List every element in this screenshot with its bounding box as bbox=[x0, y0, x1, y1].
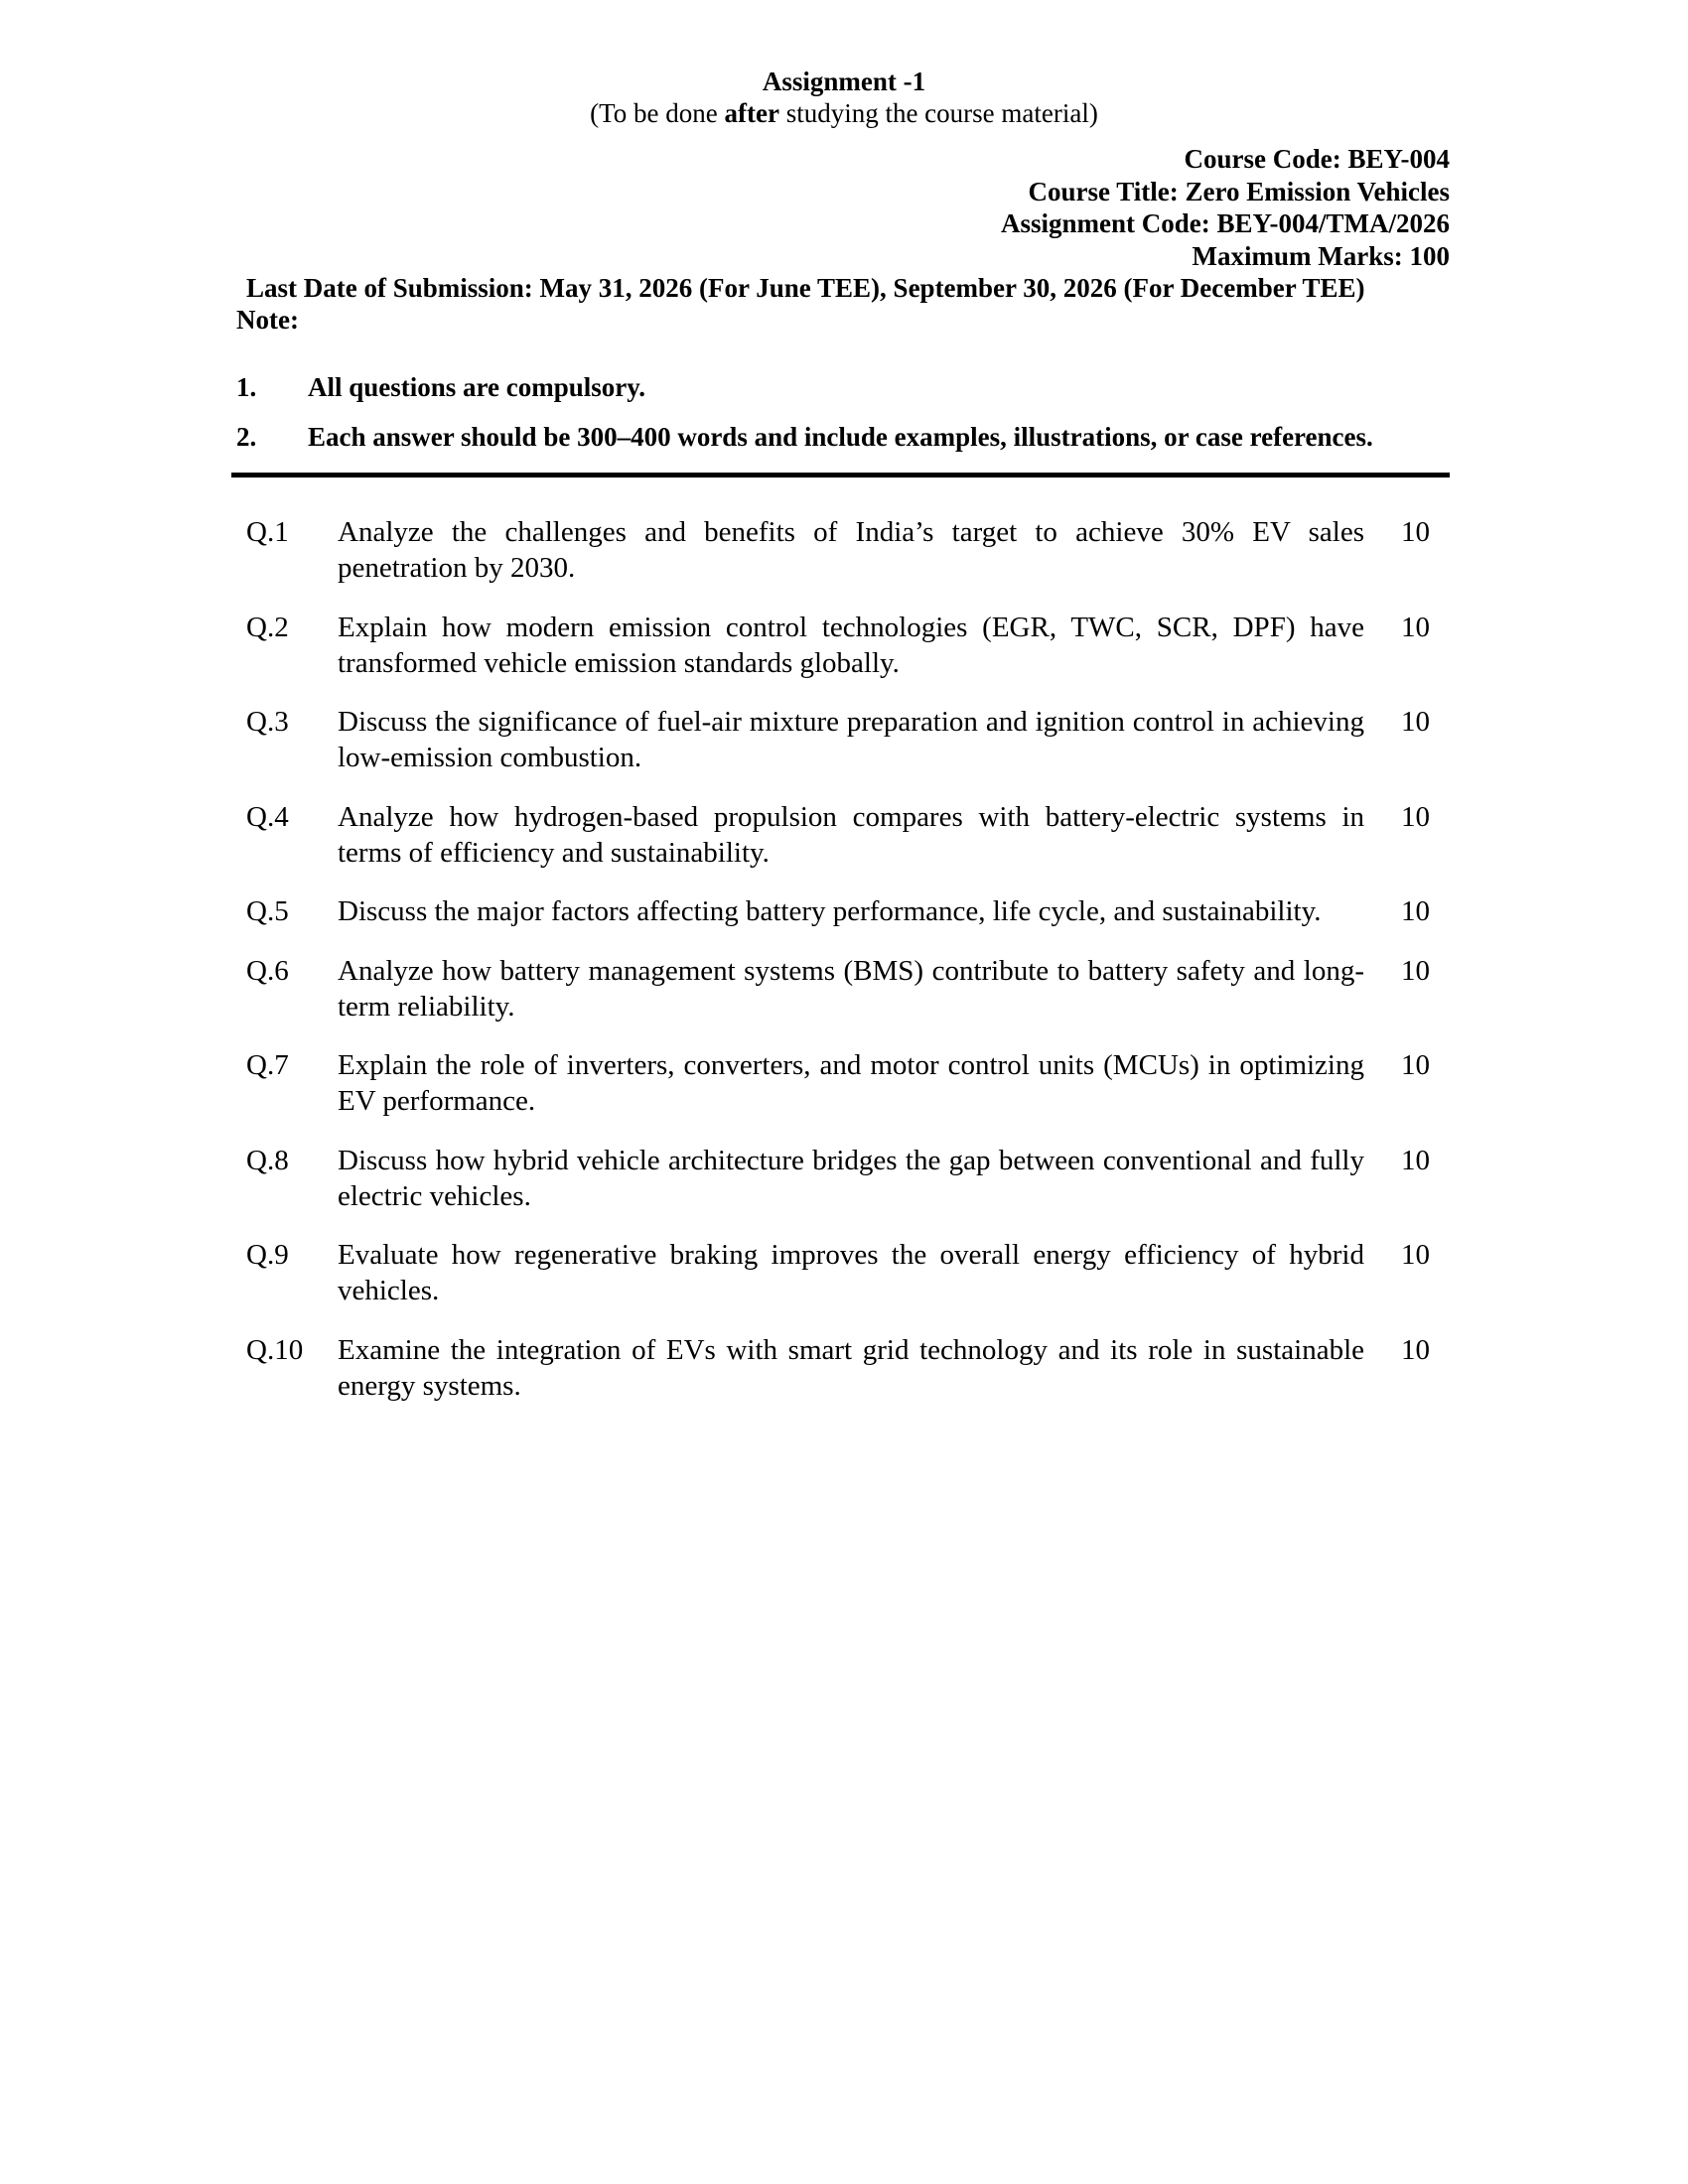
question-row bbox=[246, 1332, 1438, 1404]
question-text: Analyze how battery management systems (BMS) contribute to battery safety and long-term reliability. bbox=[338, 954, 1364, 1023]
question-number: Q.1 bbox=[246, 516, 289, 548]
question-marks: 10 bbox=[1401, 1333, 1430, 1366]
question-number: Q.3 bbox=[246, 706, 289, 738]
question-text: Explain how modern emission control technologies (EGR, TWC, SCR, DPF) have transformed vehicle emission standards globally. bbox=[338, 611, 1364, 679]
question-text: Analyze the challenges and benefits of India’s target to achieve 30% EV sales penetration by 2030. bbox=[338, 516, 1364, 584]
course-title: Course Title: Zero Emission Vehicles bbox=[1028, 176, 1450, 206]
question-marks: 10 bbox=[1401, 1144, 1430, 1176]
assignment-code: Assignment Code: BEY-004/TMA/2026 bbox=[1000, 208, 1450, 238]
question-marks: 10 bbox=[1401, 954, 1430, 987]
question-marks: 10 bbox=[1401, 706, 1430, 738]
question-text: Examine the integration of EVs with smart grid technology and its role in sustainable energy systems. bbox=[338, 1333, 1364, 1402]
question-text: Evaluate how regenerative braking improves the overall energy efficiency of hybrid vehicles. bbox=[338, 1239, 1364, 1306]
question-marks: 10 bbox=[1401, 611, 1430, 643]
note-text: Each answer should be 300–400 words and include examples, illustrations, or case references. bbox=[308, 422, 1373, 452]
note-number: 1. bbox=[236, 372, 257, 402]
note-item bbox=[236, 421, 1373, 453]
note-label: Note: bbox=[236, 305, 299, 335]
question-number: Q.8 bbox=[246, 1144, 289, 1176]
subtitle-pre: (To be done bbox=[590, 98, 725, 128]
question-marks: 10 bbox=[1401, 516, 1430, 548]
question-text: Analyze how hydrogen-based propulsion compares with battery-electric systems in terms of efficiency and sustainability. bbox=[338, 800, 1364, 869]
assignment-title: Assignment -1 bbox=[762, 67, 926, 96]
question-text: Discuss how hybrid vehicle architecture bridges the gap between conventional and fully electric vehicles. bbox=[338, 1144, 1364, 1212]
note-number: 2. bbox=[236, 422, 257, 452]
question-number: Q.10 bbox=[246, 1333, 304, 1366]
question-number: Q.6 bbox=[246, 954, 289, 987]
note-text: All questions are compulsory. bbox=[308, 372, 646, 402]
question-row bbox=[246, 704, 1438, 775]
note-item bbox=[236, 371, 1373, 403]
question-number: Q.5 bbox=[246, 895, 289, 927]
question-marks: 10 bbox=[1401, 895, 1430, 927]
question-text: Discuss the significance of fuel-air mixture preparation and ignition control in achieving low-emission combustion. bbox=[338, 706, 1364, 773]
question-number: Q.4 bbox=[246, 800, 289, 833]
note-list bbox=[236, 371, 1373, 471]
question-marks: 10 bbox=[1401, 800, 1430, 833]
maximum-marks: Maximum Marks: 100 bbox=[1192, 240, 1450, 271]
section-divider bbox=[231, 473, 1450, 478]
subtitle-post: studying the course material) bbox=[778, 98, 1098, 128]
question-marks: 10 bbox=[1401, 1239, 1430, 1271]
submission-deadline: Last Date of Submission: May 31, 2026 (For June TEE), September 30, 2026 (For December TEE) bbox=[246, 273, 1365, 303]
question-row bbox=[246, 799, 1438, 871]
question-marks: 10 bbox=[1401, 1049, 1430, 1081]
question-row bbox=[246, 514, 1438, 586]
question-text: Explain the role of inverters, converters, and motor control units (MCUs) in optimizing EV performance. bbox=[338, 1049, 1364, 1117]
question-row bbox=[246, 893, 1438, 929]
question-row bbox=[246, 1237, 1438, 1308]
question-row bbox=[246, 953, 1438, 1024]
assignment-subtitle bbox=[0, 97, 1688, 129]
question-row bbox=[246, 610, 1438, 681]
question-number: Q.7 bbox=[246, 1049, 289, 1081]
question-row bbox=[246, 1143, 1438, 1214]
question-text: Discuss the major factors affecting battery performance, life cycle, and sustainability. bbox=[338, 895, 1322, 927]
course-meta bbox=[1001, 143, 1450, 272]
question-row bbox=[246, 1047, 1438, 1119]
subtitle-bold: after bbox=[724, 98, 779, 128]
question-list bbox=[246, 514, 1438, 1427]
question-number: Q.2 bbox=[246, 611, 289, 643]
course-code: Course Code: BEY-004 bbox=[1184, 144, 1450, 174]
question-number: Q.9 bbox=[246, 1239, 289, 1271]
